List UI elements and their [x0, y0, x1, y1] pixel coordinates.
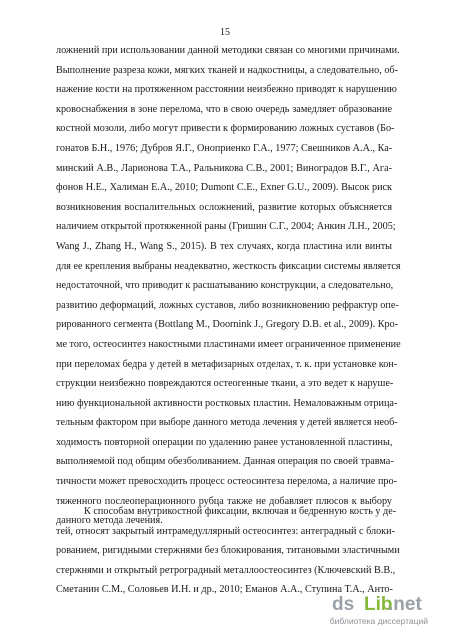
- text-line: рированного сегмента (Bottlang M., Doornink J., Gregory D.B. et al., 2009). Кро-: [56, 319, 399, 331]
- text-line: выполняемой под общим обезболиванием. Данная операция по своей травма-: [56, 456, 394, 468]
- text-line: ложнений при использовании данной методики связан со многими причинами.: [56, 45, 400, 56]
- text-line: гонатов Б.Н., 1976; Дубров Я.Г., Оноприенко Г.А., 1977; Свешников А.А., Ка-: [56, 142, 393, 154]
- text-line: при переломах бедра у детей в метафизарных отделах, т. к. при установке кон-: [56, 358, 398, 370]
- text-line: стержнями и открытый ретроградный металлоостеосинтез (Ключевский В.В.,: [56, 564, 396, 576]
- text-line: нажение кости на протяженном расстоянии неизбежно приводят к нарушению: [56, 84, 397, 96]
- text-line: минский А.В., Ларионова Т.А., Ральникова С.В., 2001; Виноградов В.Г., Ага-: [56, 162, 392, 174]
- text-line: тичности может превосходить процесс остеосинтеза перелома, а наличие про-: [56, 476, 398, 488]
- logo-text-ds: ds: [332, 594, 355, 615]
- watermark: [310, 594, 428, 628]
- text-line: тей, относят закрытый интрамедуллярный остеосинтез: антеградный с блоки-: [56, 525, 395, 537]
- text-line: Выполнение разреза кожи, мягких тканей и надкостницы, а следовательно, об-: [56, 64, 398, 76]
- paragraph-2: [56, 502, 400, 600]
- text-line: ходимость повторной операции по удалению ранее установленной пластины,: [56, 436, 393, 448]
- text-line: нию функциональной активности ростковых пластин. Немаловажным отрица-: [56, 397, 398, 409]
- text-line: кровоснабжения в зоне перелома, что в свою очередь замедляет образование: [56, 103, 392, 115]
- watermark-caption: библиотека диссертаций: [329, 616, 428, 626]
- text-line: возникновения воспалительных осложнений, развитие которых объясняется: [56, 201, 392, 213]
- text-line: данного метода лечения.: [56, 515, 163, 527]
- text-line: тяженного послеоперационного рубца также не добавляет плюсов к выбору: [56, 495, 392, 507]
- dslib-logo: [310, 594, 428, 616]
- text-line: недостаточной, что приводит к расшатыванию конструкции, а следовательно,: [56, 280, 394, 292]
- text-line: фонов Н.Е., Халиман Е.А., 2010; Dumont C.E., Exner G.U., 2009). Высок риск: [56, 182, 392, 194]
- logo-text-net: .net: [388, 594, 422, 615]
- text-line: для ее крепления выбраны неадекватно, жесткость фиксации системы является: [56, 260, 401, 272]
- text-line: струкции неизбежно повреждаются остеогенные ткани, а это ведет к наруше-: [56, 378, 394, 390]
- text-line: костной мозоли, либо могут привести к формированию ложных суставов (Бо-: [56, 123, 395, 135]
- text-line: тельным фактором при выборе данного метода лечения у детей является необ-: [56, 417, 398, 429]
- text-line: ме того, остеосинтез накостными пластинами имеет ограниченное применение: [56, 338, 401, 350]
- text-line: Сметанин С.М., Соловьев И.Н. и др., 2010; Еманов А.А., Ступина Т.А., Анто-: [56, 584, 393, 596]
- text-line: рованием, ригидными стержнями без блокирования, титановыми эластичными: [56, 545, 400, 557]
- logo-text-lib: Lib: [364, 594, 393, 615]
- text-line: Wang J., Zhang H., Wang S., 2015). В тех случаях, когда пластина или винты: [56, 240, 392, 252]
- text-line: К способам внутрикостной фиксации, включая и бедренную кость у де-: [84, 506, 397, 517]
- page-number: 15: [220, 27, 230, 38]
- text-line: развитию деформаций, ложных суставов, либо возникновению рефрактур опе-: [56, 299, 399, 311]
- text-line: наличием открытой протяженной раны (Гришин С.Г., 2004; Анкин Л.Н., 2005;: [56, 221, 396, 233]
